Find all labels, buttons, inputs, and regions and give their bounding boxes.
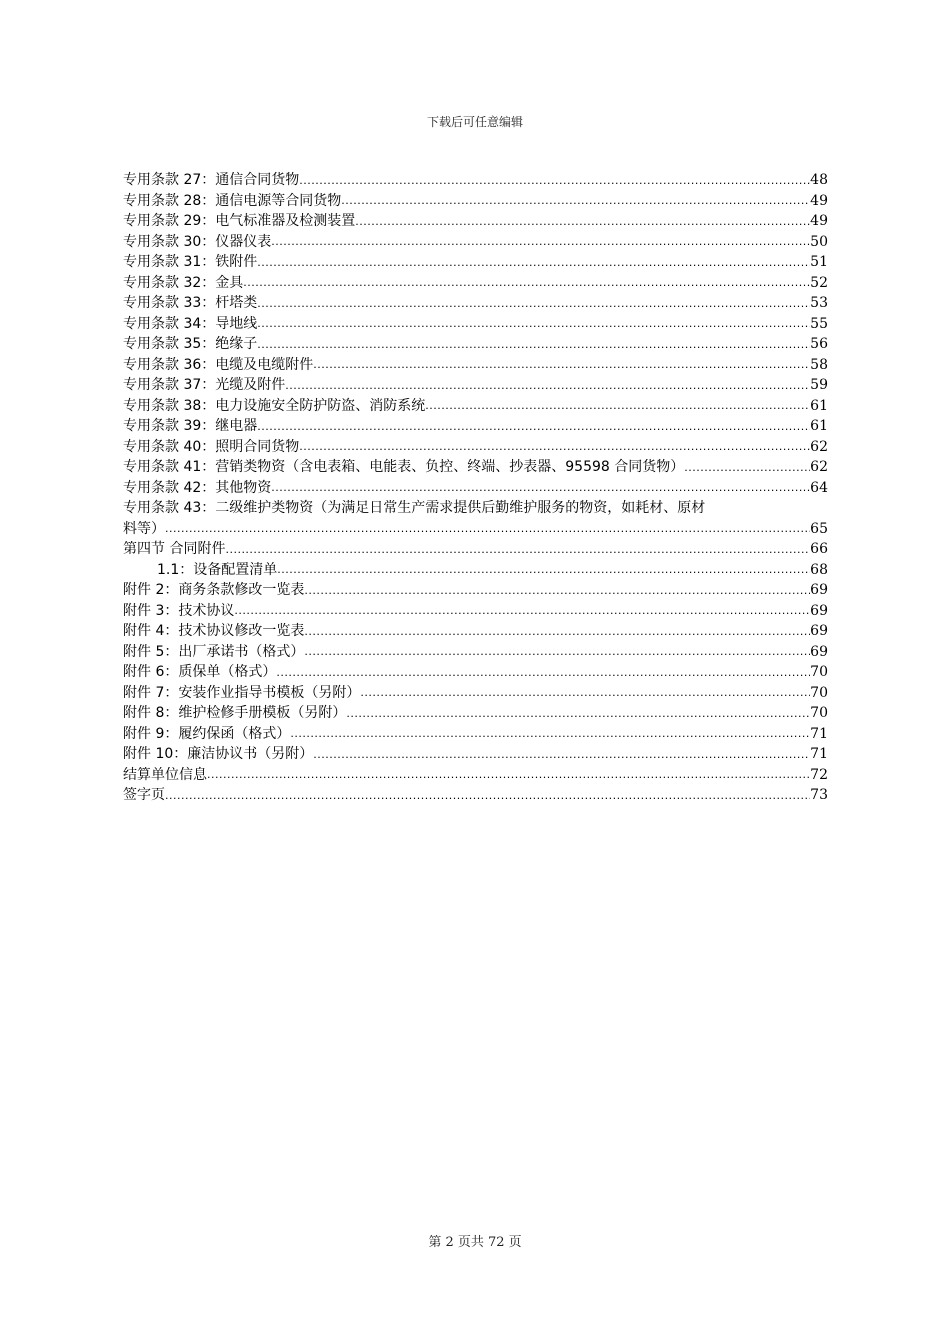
toc-entry-title: 专用条款 42：其他物资 bbox=[123, 479, 272, 496]
toc-entry[interactable] bbox=[123, 601, 828, 622]
toc-entry[interactable] bbox=[123, 621, 828, 642]
toc-entry-title: 专用条款 29：电气标准器及检测装置 bbox=[123, 213, 356, 229]
toc-entry-title: 附件 8：维护检修手册模板（另附） bbox=[123, 705, 347, 721]
toc-entry-page: 69 bbox=[810, 602, 828, 619]
toc-leader-dots bbox=[290, 726, 810, 742]
toc-entry-page: 61 bbox=[810, 397, 828, 414]
toc-entry-title: 附件 4：技术协议修改一览表 bbox=[123, 623, 305, 639]
toc-leader-dots bbox=[355, 214, 810, 230]
toc-entry-page: 59 bbox=[810, 377, 828, 393]
toc-entry-title: 专用条款 36：电缆及电缆附件 bbox=[123, 356, 314, 373]
toc-entry[interactable] bbox=[123, 560, 828, 581]
page-header: 下载后可任意编辑 bbox=[426, 115, 523, 129]
toc-leader-dots bbox=[207, 767, 810, 783]
toc-entry[interactable] bbox=[123, 396, 828, 417]
toc-leader-dots bbox=[165, 788, 810, 804]
toc-entry[interactable] bbox=[123, 170, 828, 191]
toc-leader-dots bbox=[257, 255, 810, 271]
toc-entry[interactable] bbox=[123, 191, 828, 212]
toc-leader-dots bbox=[360, 685, 810, 701]
toc-leader-dots bbox=[684, 460, 810, 476]
page-footer: 第 2 页共 72 页 bbox=[428, 1235, 522, 1250]
toc-entry-page: 56 bbox=[810, 336, 828, 352]
toc-leader-dots bbox=[225, 542, 810, 558]
toc-entry-title: 专用条款 35：绝缘子 bbox=[123, 336, 258, 352]
toc-entry-title: 专用条款 41：营销类物资（含电表箱、电能表、负控、终端、抄表器、95598 合同货物） bbox=[123, 459, 685, 475]
toc-entry-title: 附件 6：质保单（格式） bbox=[123, 664, 277, 680]
toc-entry-page: 48 bbox=[810, 172, 828, 188]
toc-entry-page: 53 bbox=[810, 295, 828, 311]
toc-entry-title: 附件 10：廉洁协议书（另附） bbox=[123, 746, 314, 762]
toc-leader-dots bbox=[313, 747, 810, 763]
toc-leader-dots bbox=[304, 583, 810, 599]
toc-entry[interactable] bbox=[123, 744, 828, 765]
toc-leader-dots bbox=[285, 378, 810, 394]
toc-entry-title: 附件 2：商务条款修改一览表 bbox=[123, 582, 305, 598]
toc-leader-dots bbox=[271, 480, 810, 496]
toc-entry-title: 专用条款 28：通信电源等合同货物 bbox=[123, 192, 342, 209]
toc-entry-page: 69 bbox=[810, 582, 828, 598]
toc-entry[interactable] bbox=[123, 314, 828, 335]
toc-entry[interactable] bbox=[123, 252, 828, 273]
toc-entry-page: 61 bbox=[810, 418, 828, 434]
toc-entry[interactable] bbox=[123, 703, 828, 724]
toc-entry-title: 结算单位信息 bbox=[123, 766, 207, 783]
toc-leader-dots bbox=[257, 419, 810, 435]
toc-entry[interactable] bbox=[123, 211, 828, 232]
toc-entry-title: 附件 3：技术协议 bbox=[123, 602, 235, 619]
toc-entry[interactable] bbox=[123, 765, 828, 786]
toc-entry-page: 66 bbox=[810, 541, 828, 557]
toc-entry[interactable] bbox=[123, 683, 828, 704]
toc-entry[interactable] bbox=[123, 662, 828, 683]
toc-leader-dots bbox=[299, 439, 810, 455]
toc-entry-title: 专用条款 43：二级维护类物资（为满足日常生产需求提供后勤维护服务的物资，如耗材、原材 bbox=[123, 500, 706, 516]
toc-leader-dots bbox=[304, 624, 810, 640]
toc-entry[interactable] bbox=[123, 273, 828, 294]
toc-entry-43-line2[interactable] bbox=[123, 519, 828, 540]
toc-entry-page: 58 bbox=[810, 356, 828, 373]
toc-leader-dots bbox=[341, 193, 810, 209]
toc-leader-dots bbox=[346, 706, 810, 722]
toc-leader-dots bbox=[299, 173, 810, 189]
toc-entry-page: 50 bbox=[810, 233, 828, 250]
toc-entry-title: 专用条款 27：通信合同货物 bbox=[123, 172, 300, 188]
toc-entry[interactable] bbox=[123, 375, 828, 396]
toc-entry-page: 55 bbox=[810, 315, 828, 332]
toc-entry-page: 65 bbox=[810, 520, 828, 537]
toc-leader-dots bbox=[304, 644, 810, 660]
toc-entry-page: 69 bbox=[810, 643, 828, 660]
toc-entry-title: 1.1：设备配置清单 bbox=[157, 561, 278, 578]
toc-entry[interactable] bbox=[123, 580, 828, 601]
toc-entry-page: 52 bbox=[810, 274, 828, 291]
toc-entry-page: 68 bbox=[810, 561, 828, 578]
toc-leader-dots bbox=[234, 603, 810, 619]
toc-entry[interactable] bbox=[123, 539, 828, 560]
toc-entry-title: 第四节 合同附件 bbox=[123, 541, 226, 557]
toc-entry-title: 专用条款 40：照明合同货物 bbox=[123, 438, 300, 455]
toc-entry-title: 专用条款 31：铁附件 bbox=[123, 254, 258, 270]
toc-leader-dots bbox=[277, 562, 810, 578]
toc-entry-page: 49 bbox=[810, 192, 828, 209]
toc-entry[interactable] bbox=[123, 293, 828, 314]
toc-entry-title: 专用条款 32：金具 bbox=[123, 274, 244, 291]
toc-entry-title: 签字页 bbox=[123, 787, 165, 803]
toc-entry-title: 专用条款 33：杆塔类 bbox=[123, 295, 258, 311]
toc-entry[interactable] bbox=[123, 478, 828, 499]
toc-entry-page: 69 bbox=[810, 623, 828, 639]
toc-entry-page: 64 bbox=[810, 479, 828, 496]
toc-leader-dots bbox=[243, 275, 810, 291]
toc-entry[interactable] bbox=[123, 437, 828, 458]
toc-entry-title: 专用条款 38：电力设施安全防护防盗、消防系统 bbox=[123, 397, 426, 414]
toc-entry-title: 专用条款 30：仪器仪表 bbox=[123, 233, 272, 250]
toc-entry[interactable] bbox=[123, 355, 828, 376]
toc-entry-43-line1[interactable] bbox=[123, 498, 828, 519]
toc-entry[interactable] bbox=[123, 334, 828, 355]
toc-entry-title: 附件 5：出厂承诺书（格式） bbox=[123, 643, 305, 660]
toc-entry-title: 附件 9：履约保函（格式） bbox=[123, 725, 291, 742]
toc-entry[interactable] bbox=[123, 642, 828, 663]
toc-leader-dots bbox=[257, 316, 810, 332]
toc-entry[interactable] bbox=[123, 724, 828, 745]
toc-entry-page: 49 bbox=[810, 213, 828, 229]
toc-entry[interactable] bbox=[123, 232, 828, 253]
toc-entry-page: 70 bbox=[810, 664, 828, 680]
toc-leader-dots bbox=[276, 665, 810, 681]
toc-entry-title: 附件 7：安装作业指导书模板（另附） bbox=[123, 684, 361, 701]
toc-entry[interactable] bbox=[123, 457, 828, 478]
toc-entry-page: 62 bbox=[810, 459, 828, 475]
toc-entry-title: 专用条款 34：导地线 bbox=[123, 315, 258, 332]
toc-leader-dots bbox=[313, 357, 810, 373]
toc-entry[interactable] bbox=[123, 785, 828, 806]
toc-leader-dots bbox=[257, 337, 810, 353]
table-of-contents bbox=[123, 170, 828, 806]
toc-leader-dots bbox=[165, 521, 810, 537]
toc-entry-title: 专用条款 37：光缆及附件 bbox=[123, 377, 286, 393]
toc-entry-title: 专用条款 39：继电器 bbox=[123, 418, 258, 434]
toc-entry[interactable] bbox=[123, 416, 828, 437]
toc-entry-page: 62 bbox=[810, 438, 828, 455]
toc-entry-page: 70 bbox=[810, 684, 828, 701]
toc-leader-dots bbox=[257, 296, 810, 312]
toc-entry-page: 73 bbox=[810, 787, 828, 803]
toc-leader-dots bbox=[271, 234, 810, 250]
toc-entry-page: 71 bbox=[810, 746, 828, 762]
toc-entry-page: 72 bbox=[810, 766, 828, 783]
toc-entry-page: 71 bbox=[810, 725, 828, 742]
toc-leader-dots bbox=[425, 398, 810, 414]
toc-entry-page: 70 bbox=[810, 705, 828, 721]
toc-entry-page: 51 bbox=[810, 254, 828, 270]
toc-entry-title: 料等） bbox=[123, 520, 165, 537]
